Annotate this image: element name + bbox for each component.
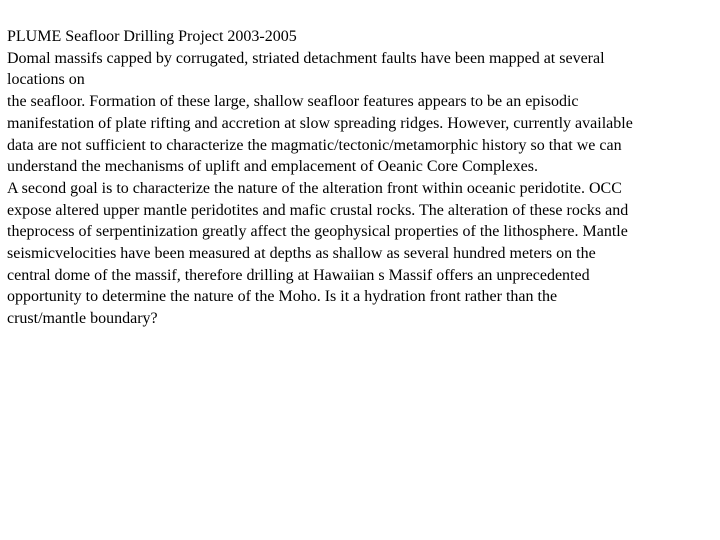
text-line: understand the mechanisms of uplift and emplacement of Oeanic Core Complexes. xyxy=(7,158,538,176)
text-line: seismicvelocities have been measured at depths as shallow as several hundred meters on the xyxy=(7,245,596,263)
text-line: opportunity to determine the nature of the Moho. Is it a hydration front rather than the xyxy=(7,288,558,306)
text-line: the seafloor. Formation of these large, shallow seafloor features appears to be an episodic xyxy=(7,93,579,111)
text-line: manifestation of plate rifting and accretion at slow spreading ridges. However, currently available xyxy=(7,114,633,132)
text-line: central dome of the massif, therefore drilling at Hawaiian s Massif offers an unprecedented xyxy=(7,266,590,284)
text-line: A second goal is to characterize the nature of the alteration front within oceanic peridotite. OCC xyxy=(7,179,622,197)
text-line: crust/mantle boundary? xyxy=(7,310,158,328)
text-line: data are not sufficient to characterize the magmatic/tectonic/metamorphic history so that we can xyxy=(7,136,622,154)
text-line: Domal massifs capped by corrugated, striated detachment faults have been mapped at several xyxy=(7,49,605,67)
text-line: locations on xyxy=(7,71,85,89)
document-title: PLUME Seafloor Drilling Project 2003-2005 xyxy=(7,28,297,45)
text-line: expose altered upper mantle peridotites and mafic crustal rocks. The alteration of these rocks and xyxy=(7,201,629,219)
text-line: theprocess of serpentinization greatly affect the geophysical properties of the lithosphere. Mantle xyxy=(7,223,628,241)
